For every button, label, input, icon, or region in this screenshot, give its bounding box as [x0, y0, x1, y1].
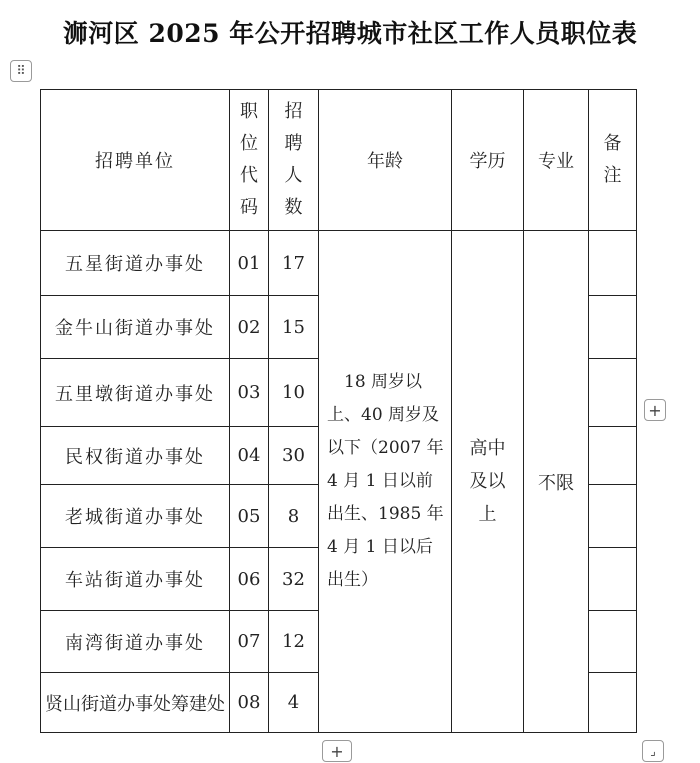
cell-count: 4: [269, 673, 319, 733]
page-title: 浉河区 2025 年公开招聘城市社区工作人员职位表: [62, 19, 638, 48]
cell-remarks: [589, 427, 637, 485]
cell-remarks: [589, 611, 637, 673]
cell-code: 08: [230, 673, 269, 733]
header-unit: 招聘单位: [41, 90, 230, 231]
cell-remarks: [589, 548, 637, 611]
cell-count: 32: [269, 548, 319, 611]
cell-code: 02: [230, 296, 269, 359]
header-code: 职位代码: [230, 90, 269, 231]
cell-remarks: [589, 673, 637, 733]
cell-remarks: [589, 359, 637, 427]
age-requirement: 18 周岁以 上、40 周岁及 以下（2007 年 4 月 1 日以前 出生、1985 年 4 月 1 日以后 出生）: [327, 372, 444, 590]
cell-code: 04: [230, 427, 269, 485]
header-count: 招聘人数: [269, 90, 319, 231]
add-row-button[interactable]: +: [322, 740, 352, 762]
cell-code: 05: [230, 485, 269, 548]
cell-unit: 贤山街道办事处筹建处: [41, 673, 230, 733]
cell-major: 不限: [524, 231, 589, 733]
drag-handle-icon[interactable]: ⠿: [10, 60, 32, 82]
cell-count: 12: [269, 611, 319, 673]
cell-count: 17: [269, 231, 319, 296]
table-row: [41, 231, 637, 296]
header-major: 专业: [524, 90, 589, 231]
education-requirement: 高中 及以 上: [469, 438, 506, 525]
cell-count: 10: [269, 359, 319, 427]
cell-remarks: [589, 231, 637, 296]
cell-age: [319, 231, 452, 733]
cell-unit: 五里墩街道办事处: [41, 359, 230, 427]
cell-code: 03: [230, 359, 269, 427]
cell-count: 15: [269, 296, 319, 359]
cell-remarks: [589, 485, 637, 548]
resize-corner-icon[interactable]: ⌟: [642, 740, 664, 762]
cell-code: 06: [230, 548, 269, 611]
cell-education: [452, 231, 524, 733]
cell-unit: 车站街道办事处: [41, 548, 230, 611]
cell-code: 07: [230, 611, 269, 673]
job-table: [40, 89, 637, 733]
cell-code: 01: [230, 231, 269, 296]
header-remarks: 备注: [589, 90, 637, 231]
cell-count: 30: [269, 427, 319, 485]
header-age: 年龄: [319, 90, 452, 231]
cell-unit: 金牛山街道办事处: [41, 296, 230, 359]
header-education: 学历: [452, 90, 524, 231]
cell-unit: 老城街道办事处: [41, 485, 230, 548]
add-column-button[interactable]: +: [644, 399, 666, 421]
cell-unit: 民权街道办事处: [41, 427, 230, 485]
cell-unit: 南湾街道办事处: [41, 611, 230, 673]
header-row: [41, 90, 637, 231]
cell-count: 8: [269, 485, 319, 548]
cell-remarks: [589, 296, 637, 359]
cell-unit: 五星街道办事处: [41, 231, 230, 296]
